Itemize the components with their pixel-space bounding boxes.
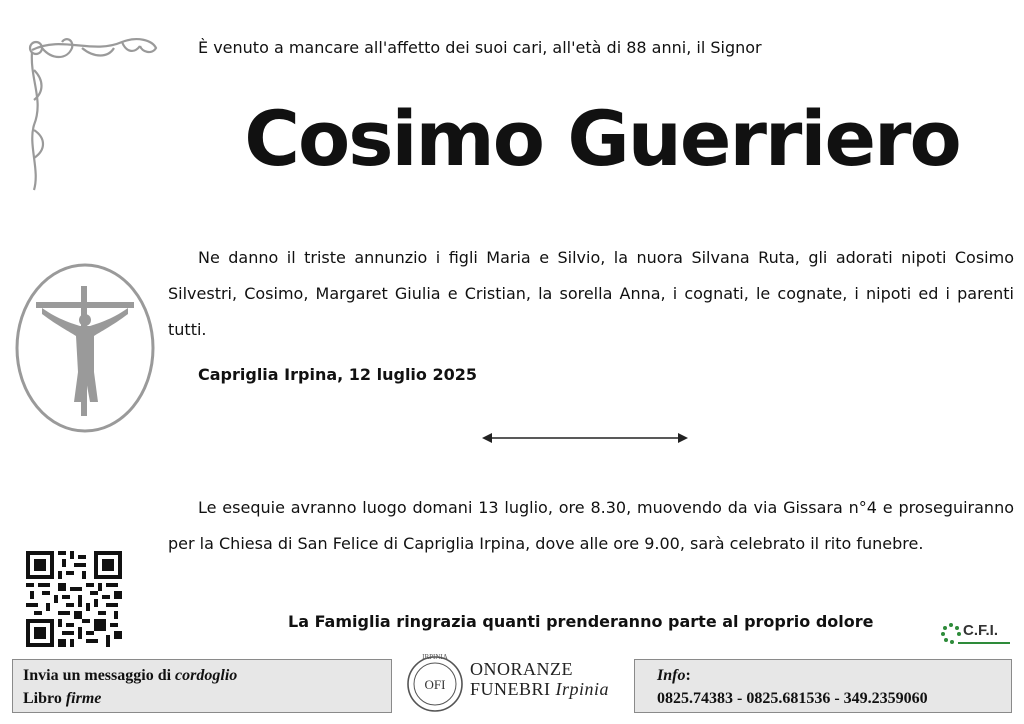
logo-line-1: ONORANZE <box>470 659 573 679</box>
logo-line-2: FUNEBRI Irpinia <box>470 679 610 699</box>
deceased-name: Cosimo Guerriero <box>244 94 960 183</box>
intro-text: È venuto a mancare all'affetto dei suoi cari, all'età di 88 anni, il Signor <box>198 38 762 57</box>
guestbook-link[interactable]: Libro firme <box>23 690 102 707</box>
info-box <box>634 659 1012 713</box>
condolence-link[interactable]: Invia un messaggio di cordoglio <box>23 667 238 684</box>
announcement-paragraph: Ne danno il triste annunzio i figli Maria e Silvio, la nuora Silvana Ruta, gli adorati nipoti Cosimo Silvestri, Cosimo, Margaret Giulia e Cristian, la sorella Anna, i cognati, le cognate, i nipoti ed i parenti tutti. <box>168 248 1014 339</box>
seal-monogram: OFI <box>424 677 446 692</box>
phone-numbers[interactable]: 0825.74383 - 0825.681536 - 349.2359060 <box>657 690 928 707</box>
info-label: Info: <box>657 667 691 684</box>
thanks-line: La Famiglia ringrazia quanti prenderanno parte al proprio dolore <box>288 612 874 631</box>
cfi-logo-icon <box>940 620 1012 650</box>
condolence-box[interactable] <box>12 659 392 713</box>
funeral-paragraph: Le esequie avranno luogo domani 13 luglio, ore 8.30, muovendo da via Gissara n°4 e proseguiranno per la Chiesa di San Felice di Capriglia Irpina, dove alle ore 9.00, sarà celebrato il rito funebre. <box>168 498 1014 553</box>
qr-code-icon[interactable] <box>26 551 122 647</box>
place-date: Capriglia Irpina, 12 luglio 2025 <box>198 365 477 384</box>
seal-text: IRPINIA <box>422 653 448 661</box>
seal-logo-icon <box>404 650 466 716</box>
crucifix-icon <box>14 262 156 434</box>
double-arrow-icon <box>480 430 690 446</box>
company-logo-text <box>470 659 609 699</box>
cfi-badge-text: C.F.I. <box>963 622 999 639</box>
